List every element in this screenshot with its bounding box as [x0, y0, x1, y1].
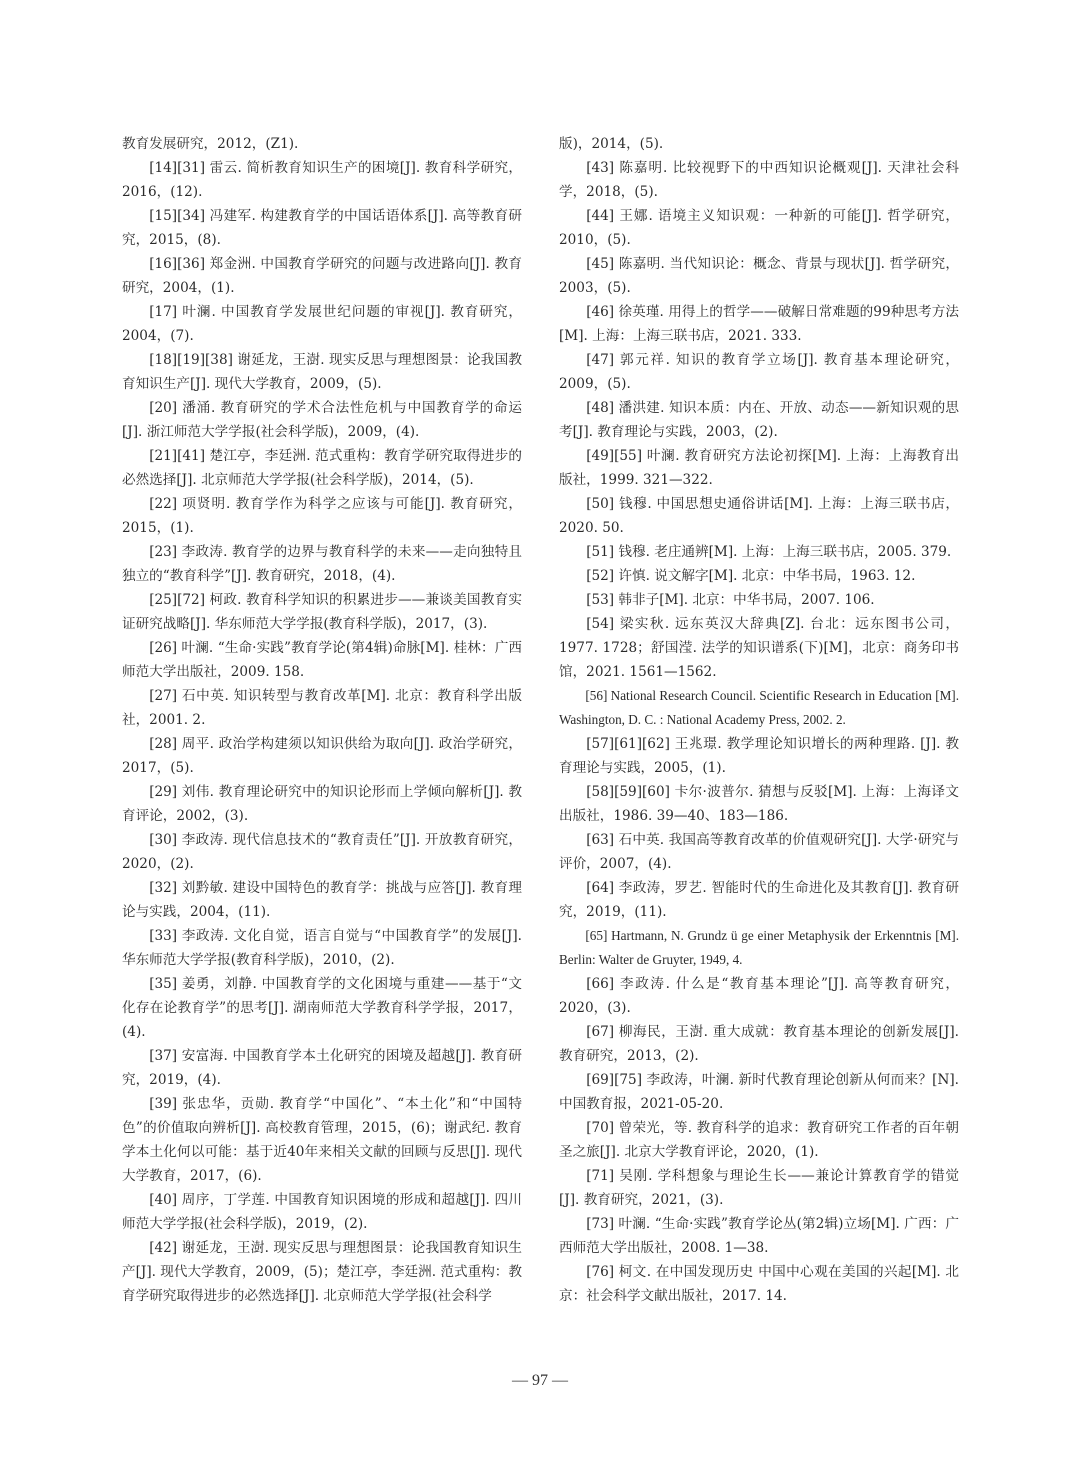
- reference-entry: [76] 柯文. 在中国发现历史 中国中心观在美国的兴起[M]. 北京：社会科学文献出版社，2017. 14.: [559, 1264, 959, 1304]
- reference-entry: [30] 李政涛. 现代信息技术的“教育责任”[J]. 开放教育研究，2020，(2).: [122, 832, 522, 872]
- page-number: — 97 —: [512, 1372, 568, 1389]
- reference-entry: [17] 叶澜. 中国教育学发展世纪问题的审视[J]. 教育研究，2004，(7).: [122, 304, 522, 344]
- reference-entry: [69][75] 李政涛，叶澜. 新时代教育理论创新从何而来？[N]. 中国教育报，2021-05-20.: [559, 1072, 959, 1112]
- reference-entry: [47] 郭元祥. 知识的教育学立场[J]. 教育基本理论研究，2009，(5).: [559, 352, 959, 392]
- reference-continuation: 版)，2014，(5).: [559, 136, 664, 152]
- reference-entry: [15][34] 冯建军. 构建教育学的中国话语体系[J]. 高等教育研究，2015，(8).: [122, 208, 522, 248]
- reference-entry: [51] 钱穆. 老庄通辨[M]. 上海：上海三联书店，2005. 379.: [586, 544, 952, 560]
- reference-entry: [44] 王娜. 语境主义知识观：一种新的可能[J]. 哲学研究，2010，(5).: [559, 208, 959, 248]
- reference-entry: [29] 刘伟. 教育理论研究中的知识论形而上学倾向解析[J]. 教育评论，2002，(3).: [122, 784, 522, 824]
- reference-entry: [66] 李政涛. 什么是“教育基本理论”[J]. 高等教育研究，2020，(3).: [559, 976, 959, 1016]
- reference-entry: [39] 张忠华，贡勋. 教育学“中国化”、“本土化”和“中国特色”的价值取向辨析[J]. 高校教育管理，2015，(6)；谢武纪. 教育学本土化何以可能：基于近40年来相关文献的回顾与反思[J]. 现代大学教育，2017，(6).: [122, 1096, 522, 1184]
- reference-entry: [58][59][60] 卡尔·波普尔. 猜想与反驳[M]. 上海：上海译文出版社，1986. 39—40、183—186.: [559, 784, 959, 824]
- reference-entry: [52] 许慎. 说文解字[M]. 北京：中华书局，1963. 12.: [586, 568, 916, 584]
- reference-entry: [71] 吴刚. 学科想象与理论生长——兼论计算教育学的错觉[J]. 教育研究，2021，(3).: [559, 1168, 959, 1208]
- reference-entry: [37] 安富海. 中国教育学本土化研究的困境及超越[J]. 教育研究，2019，(4).: [122, 1048, 522, 1088]
- reference-entry: [14][31] 雷云. 简析教育知识生产的困境[J]. 教育科学研究，2016，(12).: [122, 160, 522, 200]
- reference-entry: [73] 叶澜. “生命·实践”教育学论丛(第2辑)立场[M]. 广西：广西师范大学出版社，2008. 1—38.: [559, 1216, 959, 1256]
- reference-entry: [64] 李政涛，罗艺. 智能时代的生命进化及其教育[J]. 教育研究，2019，(11).: [559, 880, 959, 920]
- reference-entry: [67] 柳海民，王澍. 重大成就：教育基本理论的创新发展[J]. 教育研究，2013，(2).: [559, 1024, 959, 1064]
- reference-entry: [57][61][62] 王兆璟. 教学理论知识增长的两种理路. [J]. 教育理论与实践，2005，(1).: [559, 736, 959, 776]
- reference-entry: [42] 谢延龙，王澍. 现实反思与理想图景：论我国教育知识生产[J]. 现代大学教育，2009，(5)；楚江亭，李廷洲. 范式重构：教育学研究取得进步的必然选择[J]. 北京师范大学学报(社会科学: [122, 1240, 522, 1304]
- reference-entry: [20] 潘涌. 教育研究的学术合法性危机与中国教育学的命运[J]. 浙江师范大学学报(社会科学版)，2009，(4).: [122, 400, 522, 440]
- references-left-column: [122, 132, 522, 1308]
- reference-entry: [50] 钱穆. 中国思想史通俗讲话[M]. 上海：上海三联书店，2020. 50.: [559, 496, 959, 536]
- reference-entry: [16][36] 郑金洲. 中国教育学研究的问题与改进路向[J]. 教育研究，2004，(1).: [122, 256, 522, 296]
- reference-entry: [63] 石中英. 我国高等教育改革的价值观研究[J]. 大学·研究与评价，2007，(4).: [559, 832, 959, 872]
- reference-entry: [33] 李政涛. 文化自觉，语言自觉与“中国教育学”的发展[J]. 华东师范大学学报(教育科学版)，2010，(2).: [122, 928, 522, 968]
- reference-entry: [32] 刘黔敏. 建设中国特色的教育学：挑战与应答[J]. 教育理论与实践，2004，(11).: [122, 880, 522, 920]
- reference-entry: [28] 周平. 政治学构建须以知识供给为取向[J]. 政治学研究，2017，(5).: [122, 736, 522, 776]
- reference-continuation: 教育发展研究，2012，(Z1).: [122, 136, 299, 152]
- reference-entry: [43] 陈嘉明. 比较视野下的中西知识论概观[J]. 天津社会科学，2018，(5).: [559, 160, 959, 200]
- reference-entry: [56] National Research Council. Scientific Research in Education [M]. Washington, D. C. : National Academy Press, 2002. 2.: [559, 688, 959, 727]
- reference-entry: [27] 石中英. 知识转型与教育改革[M]. 北京：教育科学出版社，2001. 2.: [122, 688, 522, 728]
- reference-entry: [46] 徐英瑾. 用得上的哲学——破解日常难题的99种思考方法[M]. 上海：上海三联书店，2021. 333.: [559, 304, 959, 344]
- reference-entry: [54] 梁实秋. 远东英汉大辞典[Z]. 台北：远东图书公司，1977. 1728；舒国滢. 法学的知识谱系(下)[M]，北京：商务印书馆，2021. 1561—1562.: [559, 616, 959, 680]
- reference-entry: [26] 叶澜. “生命·实践”教育学论(第4辑)命脉[M]. 桂林：广西师范大学出版社，2009. 158.: [122, 640, 522, 680]
- reference-entry: [35] 姜勇，刘静. 中国教育学的文化困境与重建——基于“文化存在论教育学”的思考[J]. 湖南师范大学教育科学学报，2017，(4).: [122, 976, 522, 1040]
- reference-entry: [65] Hartmann, N. Grundz ü ge einer Metaphysik der Erkenntnis [M]. Berlin: Walter de Gruyter, 1949, 4.: [559, 928, 959, 967]
- reference-entry: [23] 李政涛. 教育学的边界与教育科学的未来——走向独特且独立的“教育科学”[J]. 教育研究，2018，(4).: [122, 544, 522, 584]
- reference-entry: [49][55] 叶澜. 教育研究方法论初探[M]. 上海：上海教育出版社，1999. 321—322.: [559, 448, 959, 488]
- reference-entry: [45] 陈嘉明. 当代知识论：概念、背景与现状[J]. 哲学研究，2003，(5).: [559, 256, 959, 296]
- reference-entry: [22] 项贤明. 教育学作为科学之应该与可能[J]. 教育研究，2015，(1).: [122, 496, 522, 536]
- reference-entry: [18][19][38] 谢延龙，王澍. 现实反思与理想图景：论我国教育知识生产[J]. 现代大学教育，2009，(5).: [122, 352, 522, 392]
- reference-entry: [21][41] 楚江亭，李廷洲. 范式重构：教育学研究取得进步的必然选择[J]. 北京师范大学学报(社会科学版)，2014，(5).: [122, 448, 522, 488]
- reference-entry: [40] 周序，丁学莲. 中国教育知识困境的形成和超越[J]. 四川师范大学学报(社会科学版)，2019，(2).: [122, 1192, 522, 1232]
- reference-entry: [53] 韩非子[M]. 北京：中华书局，2007. 106.: [586, 592, 875, 608]
- reference-entry: [48] 潘洪建. 知识本质：内在、开放、动态——新知识观的思考[J]. 教育理论与实践，2003，(2).: [559, 400, 959, 440]
- reference-entry: [25][72] 柯政. 教育科学知识的积累进步——兼谈美国教育实证研究战略[J]. 华东师范大学学报(教育科学版)，2017，(3).: [122, 592, 522, 632]
- references-right-column: [559, 132, 959, 1308]
- reference-entry: [70] 曾荣光，等. 教育科学的追求：教育研究工作者的百年朝圣之旅[J]. 北京大学教育评论，2020，(1).: [559, 1120, 959, 1160]
